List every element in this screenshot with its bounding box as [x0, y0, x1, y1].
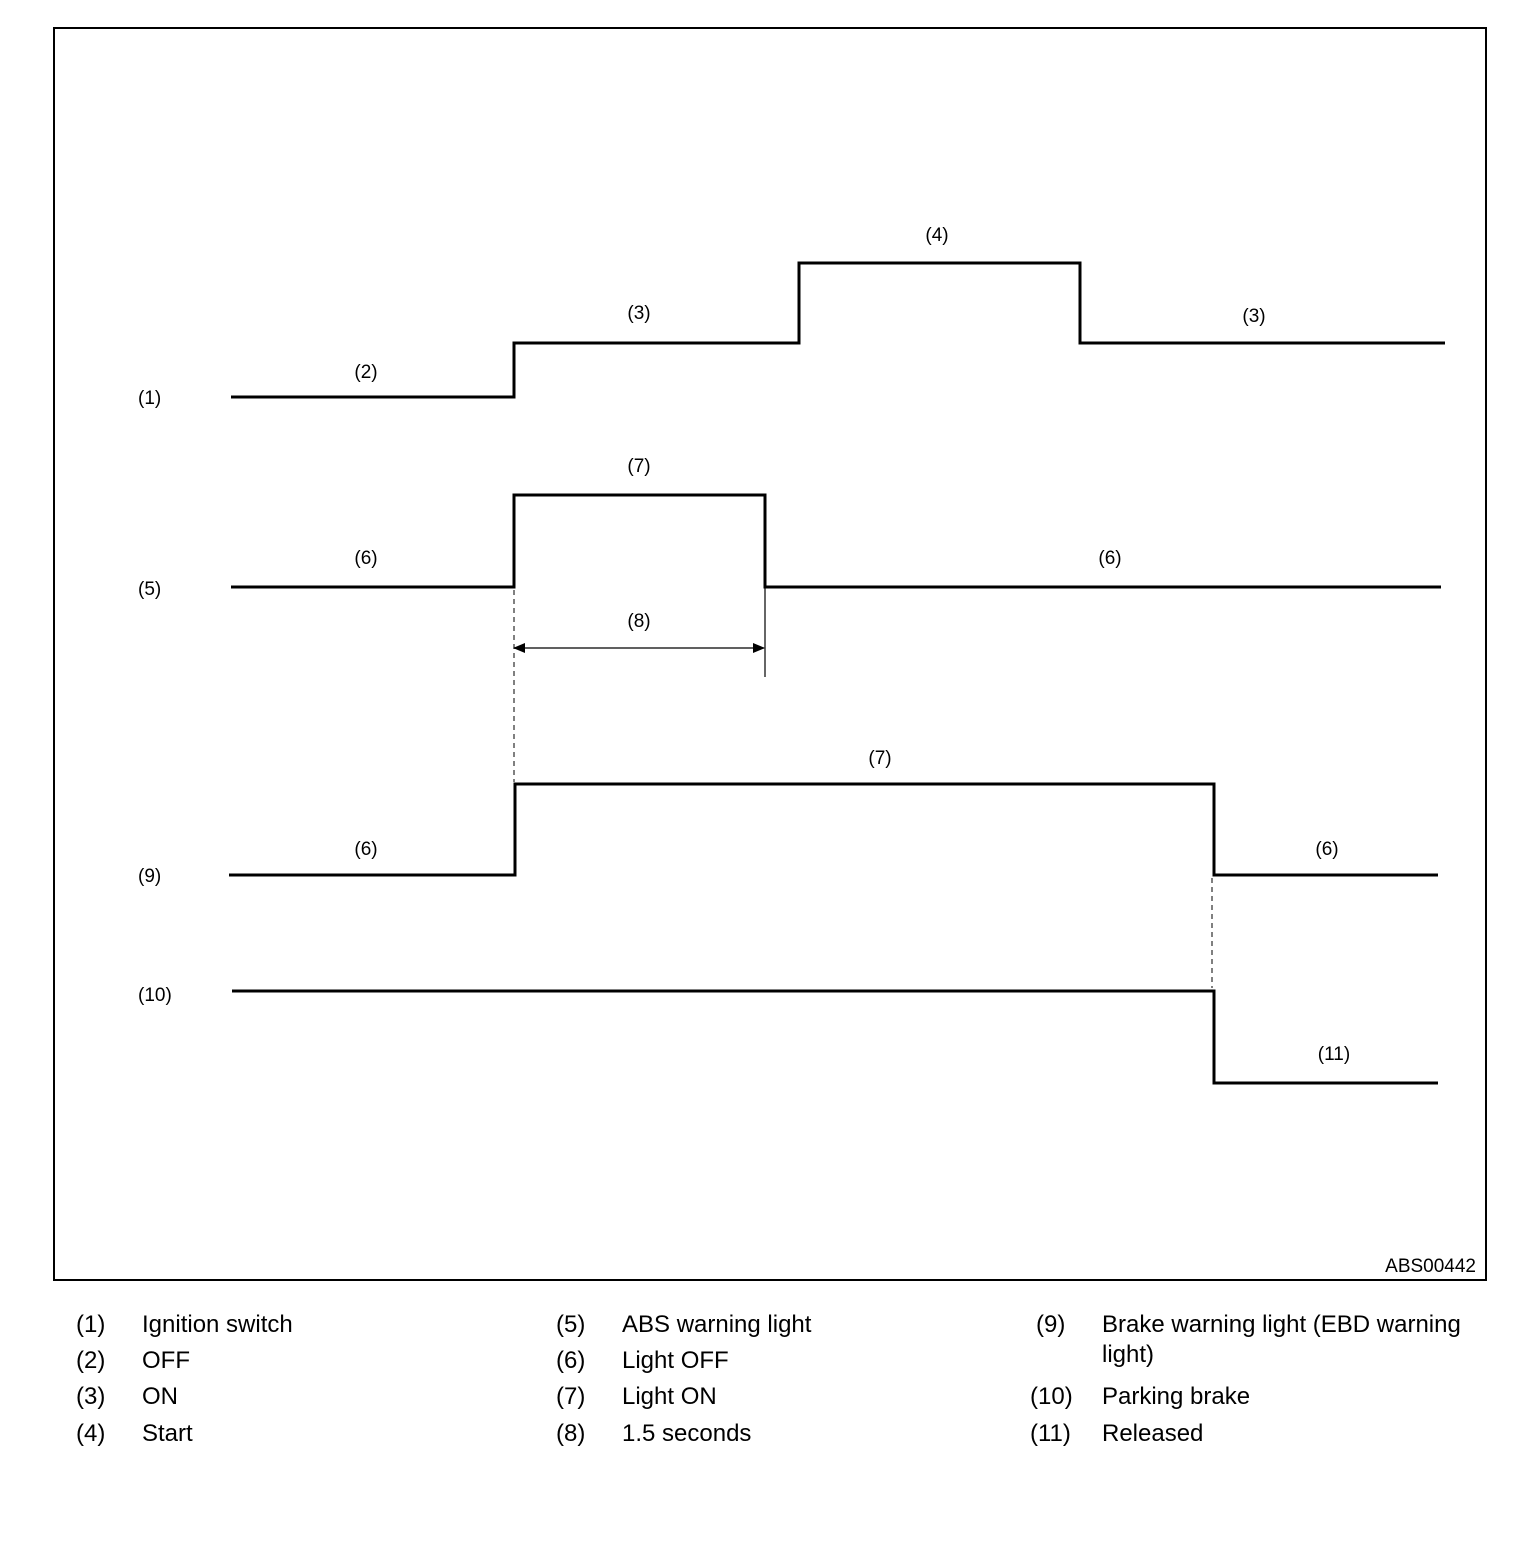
- legend-num-9: (9): [1036, 1311, 1066, 1338]
- legend-text-on: ON: [142, 1383, 178, 1410]
- legend-num-5: (5): [556, 1311, 586, 1338]
- legend-num-4: (4): [76, 1420, 106, 1447]
- row-label-parking-brake: (10): [138, 985, 172, 1006]
- state-label-released: (11): [1317, 1044, 1351, 1065]
- parking-brake-waveform: [232, 991, 1438, 1083]
- state-label-off: (2): [354, 362, 378, 383]
- row-label-brake-warning-light: (9): [138, 866, 162, 887]
- legend-num-1: (1): [76, 1311, 106, 1338]
- legend-text-light-off: Light OFF: [622, 1347, 729, 1374]
- legend-text-parking-brake: Parking brake: [1102, 1383, 1251, 1410]
- state-label-start: (4): [925, 225, 949, 246]
- state-label-brake-light-on: (7): [868, 748, 892, 769]
- legend-text-brake-warning-light: Brake warning light (EBD warning light): [1102, 1311, 1461, 1368]
- ignition-switch-waveform: [231, 263, 1445, 397]
- legend-text-1-5-seconds: 1.5 seconds: [622, 1420, 752, 1447]
- legend-num-10: (10): [1030, 1383, 1073, 1410]
- legend-num-11: (11): [1030, 1420, 1071, 1447]
- legend-num-3: (3): [76, 1383, 106, 1410]
- row-label-abs-warning-light: (5): [138, 579, 162, 600]
- row-label-ignition-switch: (1): [138, 388, 162, 409]
- legend-num-6: (6): [556, 1347, 586, 1374]
- legend-num-8: (8): [556, 1420, 586, 1447]
- state-label-abs-light-off: (6): [354, 548, 378, 569]
- legend-text-light-on: Light ON: [622, 1383, 717, 1410]
- legend-text-abs-warning-light: ABS warning light: [622, 1311, 812, 1338]
- state-label-brake-light-off-after: (6): [1315, 839, 1339, 860]
- state-label-on-after-start: (3): [1242, 306, 1266, 327]
- legend-text-start: Start: [142, 1420, 193, 1447]
- state-label-brake-light-off: (6): [354, 839, 378, 860]
- duration-label: (8): [627, 611, 651, 632]
- legend-num-7: (7): [556, 1383, 586, 1410]
- figure-code: ABS00442: [1385, 1256, 1476, 1277]
- state-label-abs-light-off-after: (6): [1098, 548, 1122, 569]
- legend-text-released: Released: [1102, 1420, 1204, 1447]
- legend-text-off: OFF: [142, 1347, 190, 1374]
- brake-warning-light-waveform: [229, 784, 1438, 875]
- abs-warning-light-waveform: [231, 495, 1441, 587]
- state-label-on: (3): [627, 303, 651, 324]
- state-label-abs-light-on: (7): [627, 456, 651, 477]
- legend-text-ignition-switch: Ignition switch: [142, 1311, 293, 1338]
- legend-num-2: (2): [76, 1347, 106, 1374]
